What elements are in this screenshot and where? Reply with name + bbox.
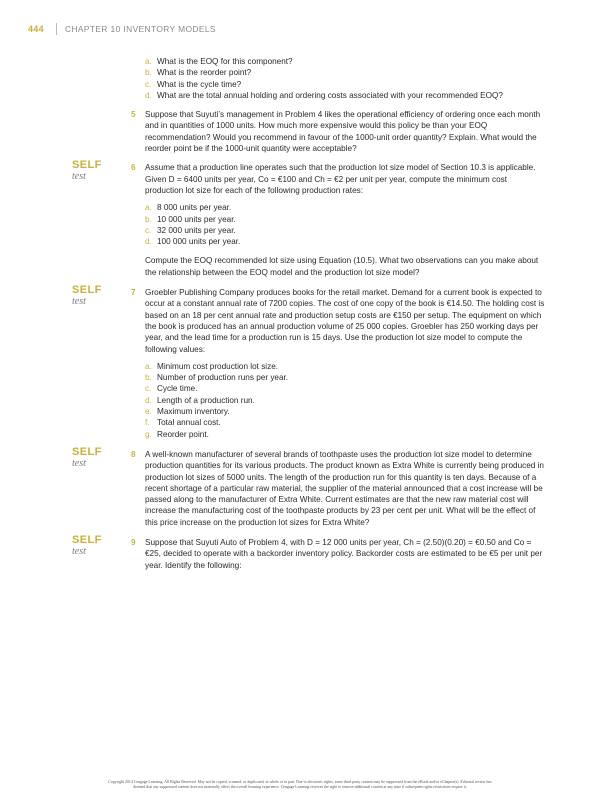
- problem-text: Assume that a production line operates such that the production lot size model of Section 10.3 is applicable. Given D = 6400 units per year, Co = €100 and Ch = €2 per unit per year, compute the minimum cost production lot size for each of the following production rates:: [145, 163, 536, 195]
- item-text: 10 000 units per year.: [157, 214, 236, 224]
- chapter-title: CHAPTER 10 INVENTORY MODELS: [65, 24, 216, 34]
- item-label: b.: [145, 68, 152, 78]
- list-item: [145, 225, 545, 236]
- item-label: c.: [145, 384, 152, 394]
- item-text: 32 000 units per year.: [157, 225, 236, 235]
- item-label: a.: [145, 203, 152, 213]
- list-item: [145, 372, 545, 383]
- list-item: [145, 79, 545, 90]
- self-test-marker: [72, 159, 120, 182]
- problem-number: 9: [131, 537, 136, 547]
- item-text: Reorder point.: [157, 429, 209, 439]
- problem-6-items: [145, 202, 545, 247]
- self-label: SELF: [72, 284, 102, 297]
- item-text: Number of production runs per year.: [157, 373, 289, 383]
- item-label: a.: [145, 361, 152, 371]
- item-label: a.: [145, 57, 152, 66]
- header-divider: [56, 23, 57, 35]
- item-text: What are the total annual holding and ordering costs associated with your recommended EOQ?: [157, 90, 503, 100]
- item-text: What is the reorder point?: [157, 68, 252, 78]
- item-label: d.: [145, 237, 152, 247]
- item-text: Length of a production run.: [157, 395, 255, 405]
- item-label: c.: [145, 225, 152, 235]
- problem-text: A well-known manufacturer of several brands of toothpaste uses the production lot size model to determine production quantities for its various products. The product known as Extra White is currently being produced in production lot sizes of 5000 units. The length of the production run for this quantity is ten days. Because of a recent shortage of a particular raw material, the supplier of the material announced that a cost increase will be passed along to the manufacturer of Extra White. Current estimates are that the new raw material cost will increase the manufacturing cost of the toothpaste products by 23 per cent per unit. What will be the effect of this price increase on the production lot sizes for Extra White?: [145, 449, 544, 527]
- list-item: [145, 406, 545, 417]
- test-label: test: [72, 457, 86, 469]
- item-label: e.: [145, 407, 152, 417]
- list-item: [145, 383, 545, 394]
- problem-number: 7: [131, 288, 136, 298]
- item-text: Total annual cost.: [157, 418, 221, 428]
- list-item: [145, 202, 545, 213]
- intro-items: [145, 56, 545, 101]
- item-label: c.: [145, 79, 152, 89]
- item-label: d.: [145, 90, 152, 100]
- page-header: [28, 22, 216, 36]
- item-label: f.: [145, 418, 150, 428]
- self-test-marker: [72, 446, 120, 469]
- item-text: 8 000 units per year.: [157, 203, 232, 213]
- item-label: d.: [145, 395, 152, 405]
- problem-6: [0, 159, 600, 278]
- problem-7: [0, 284, 600, 440]
- footer-line-1: Copyright 2014 Cengage Learning. All Rights Reserved. May not be copied, scanned, or duplicated, in whole or in part. Due to electronic rights, some third party content may be suppressed from the eBook and/or eChapter(s). Editorial review has: [108, 780, 492, 784]
- page-content: [0, 56, 600, 571]
- list-item: [145, 56, 545, 67]
- list-item: [145, 417, 545, 428]
- list-item: [145, 429, 545, 440]
- self-label: SELF: [72, 533, 102, 546]
- copyright-footer: [32, 780, 568, 790]
- problem-number: 8: [131, 449, 136, 459]
- item-text: Maximum inventory.: [157, 407, 230, 417]
- problem-5: [0, 109, 600, 154]
- problem-text: Suppose that Suyuti Auto of Problem 4, with D = 12 000 units per year, Ch = (2.50)(0.20) = €0.50 and Co = €25, decided to operate with a backorder inventory policy. Backorder costs are estimated to be €5 per unit per year. Identify the following:: [145, 537, 543, 570]
- item-text: Minimum cost production lot size.: [157, 361, 279, 371]
- list-item: [145, 90, 545, 101]
- item-text: What is the EOQ for this component?: [157, 57, 293, 66]
- self-label: SELF: [72, 159, 102, 172]
- problem-7-items: [145, 361, 545, 440]
- problem-text: Groebler Publishing Company produces books for the retail market. Demand for a current book is expected to occur at a constant annual rate of 7200 copies. The cost of one copy of the book is €14.50. The holding cost is based on an 18 per cent annual rate and production setup costs are €150 per setup. The equipment on which the book is produced has an annual production volume of 25 000 copies. Groebler has 250 working days per year, and the lead time for a production run is 15 days. Use the production lot size model to compute the following values:: [145, 288, 545, 354]
- item-text: What is the cycle time?: [157, 79, 242, 89]
- item-label: b.: [145, 214, 152, 224]
- footer-line-2: deemed that any suppressed content does not materially affect the overall learning experience. Cengage Learning reserves the right to remove additional content at any time if subsequent rights restrictions require it.: [133, 785, 467, 789]
- self-test-marker: [72, 534, 120, 557]
- item-text: 100 000 units per year.: [157, 237, 241, 247]
- item-label: b.: [145, 373, 152, 383]
- test-label: test: [72, 171, 86, 183]
- list-item: [145, 361, 545, 372]
- list-item: [145, 236, 545, 247]
- item-text: Cycle time.: [157, 384, 198, 394]
- list-item: [145, 214, 545, 225]
- test-label: test: [72, 545, 86, 557]
- problem-9: [0, 533, 600, 571]
- problem-number: 6: [131, 163, 136, 173]
- problem-text: Suppose that Suyuti’s management in Problem 4 likes the operational efficiency of ordering once each month and in quantities of 1000 units. How much more expensive would this policy be than your EOQ recommendation? Would you recommend in favour of the 1000-unit order quantity? Explain. What would the reorder point be if the 1000-unit quantity were acceptable?: [145, 110, 541, 154]
- item-label: g.: [145, 429, 152, 439]
- self-label: SELF: [72, 445, 102, 458]
- list-item: [145, 67, 545, 78]
- page-number: 444: [28, 24, 44, 34]
- problem-followup: Compute the EOQ recommended lot size using Equation (10.5). What two observations can you make about the relationship between the EOQ model and the production lot size model?: [145, 256, 539, 277]
- list-item: [145, 395, 545, 406]
- problem-number: 5: [131, 110, 136, 120]
- problem-8: [0, 445, 600, 528]
- test-label: test: [72, 296, 86, 308]
- self-test-marker: [72, 284, 120, 307]
